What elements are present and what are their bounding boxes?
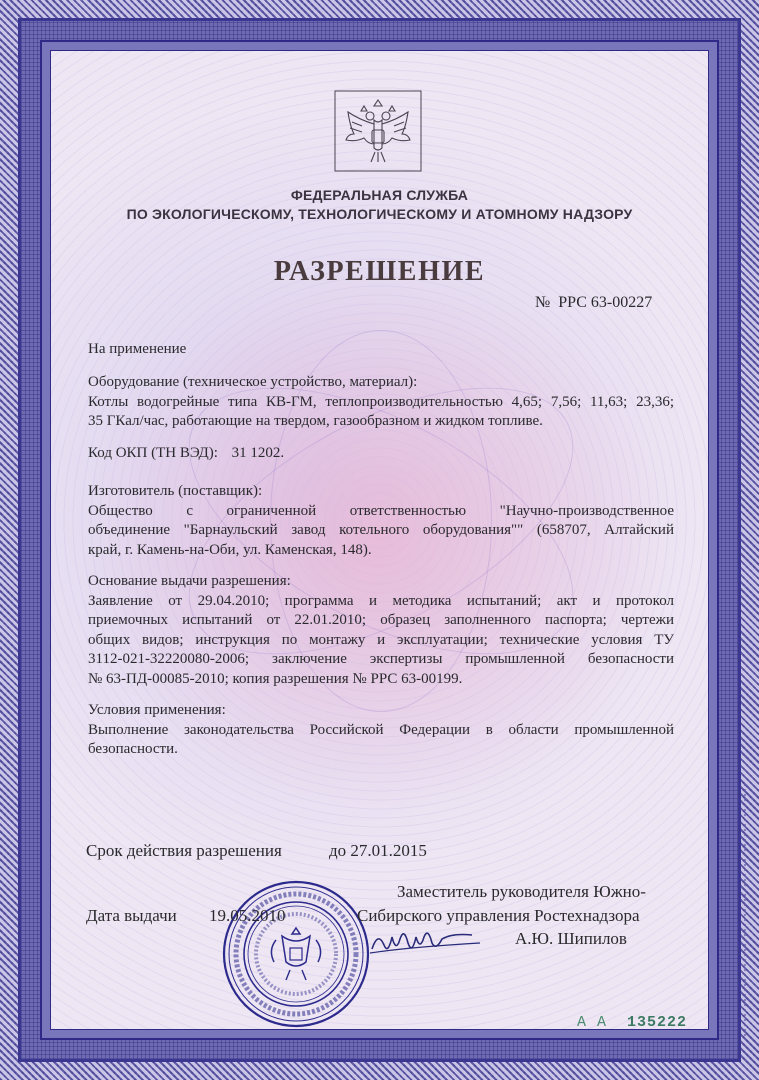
basis-section — [88, 572, 674, 689]
validity-value: до 27.01.2015 — [329, 841, 427, 860]
basis-line: Заявление от 29.04.2010; программа и методика испытаний; акт и протокол — [88, 592, 674, 609]
manufacturer-line: край, г. Камень-на-Оби, ул. Каменская, 148). — [88, 541, 372, 558]
conditions-line: Выполнение законодательства Российской Федерации в области промышленной — [88, 721, 674, 738]
basis-line: общих видов; инструкция по монтажу и эксплуатации; технические условия ТУ — [88, 631, 674, 648]
basis-line: приемочных испытаний от 22.01.2010; образец заполненного паспорта; чертежи — [88, 612, 674, 628]
manufacturer-line: объединение "Барнаульский завод котельного оборудования"" (658707, Алтайский — [88, 522, 674, 538]
agency-name-line1: ФЕДЕРАЛЬНАЯ СЛУЖБА — [290, 187, 469, 203]
printer-imprint-mark — [738, 780, 752, 1040]
basis-line: № 63-ПД-00085-2010; копия разрешения № РРС 63-00199. — [88, 670, 463, 687]
equipment-section — [88, 373, 674, 432]
manufacturer-line: Общество с ограниченной ответственностью "Научно-производственное — [88, 502, 674, 519]
document-title: РАЗРЕШЕНИЕ — [273, 256, 486, 287]
number-sign: № — [535, 294, 551, 311]
equipment-line: Котлы водогрейные типа КВ-ГМ, теплопроизводительностью 4,65; 7,56; 11,63; 23,36; — [88, 393, 674, 410]
permit-number-value: РРС 63-00227 — [558, 294, 653, 311]
series-letters: А А — [577, 1014, 608, 1031]
russian-coat-of-arms-icon — [334, 90, 422, 172]
validity-label: Срок действия разрешения — [86, 841, 282, 860]
issue-value: 19.05.2010 — [209, 906, 286, 925]
signer-name: А.Ю. Шипилов — [515, 929, 627, 948]
purpose-text: На применение — [88, 341, 187, 357]
signer-position-line1: Заместитель руководителя Южно- — [397, 882, 646, 901]
form-series — [577, 1014, 687, 1031]
series-number: 135222 — [627, 1014, 688, 1031]
manufacturer-section — [88, 482, 674, 560]
official-seal-stamp-icon — [220, 878, 372, 1030]
conditions-line: безопасности. — [88, 741, 178, 757]
equipment-line: 35 ГКал/час, работающие на твердом, газообразном и жидком топливе. — [88, 413, 543, 429]
basis-label: Основание выдачи разрешения: — [88, 573, 291, 589]
handwritten-signature-icon — [368, 925, 488, 961]
equipment-label: Оборудование (техническое устройство, материал): — [88, 374, 418, 390]
agency-name-line2: ПО ЭКОЛОГИЧЕСКОМУ, ТЕХНОЛОГИЧЕСКОМУ И АТОМНОМУ НАДЗОРУ — [126, 206, 633, 222]
issue-label: Дата выдачи — [86, 906, 177, 925]
conditions-section — [88, 701, 674, 760]
okp-value: 31 1202. — [231, 445, 285, 461]
conditions-label: Условия применения: — [88, 702, 226, 718]
signer-position-line2: Сибирского управления Ростехнадзора — [357, 906, 640, 925]
okp-label: Код ОКП (ТН ВЭД): — [88, 445, 218, 461]
permit-number — [535, 294, 652, 312]
okp-row — [88, 444, 674, 464]
manufacturer-label: Изготовитель (поставщик): — [88, 483, 263, 499]
basis-line: 3112-021-32220080-2006; заключение экспертизы промышленной безопасности — [88, 651, 674, 667]
